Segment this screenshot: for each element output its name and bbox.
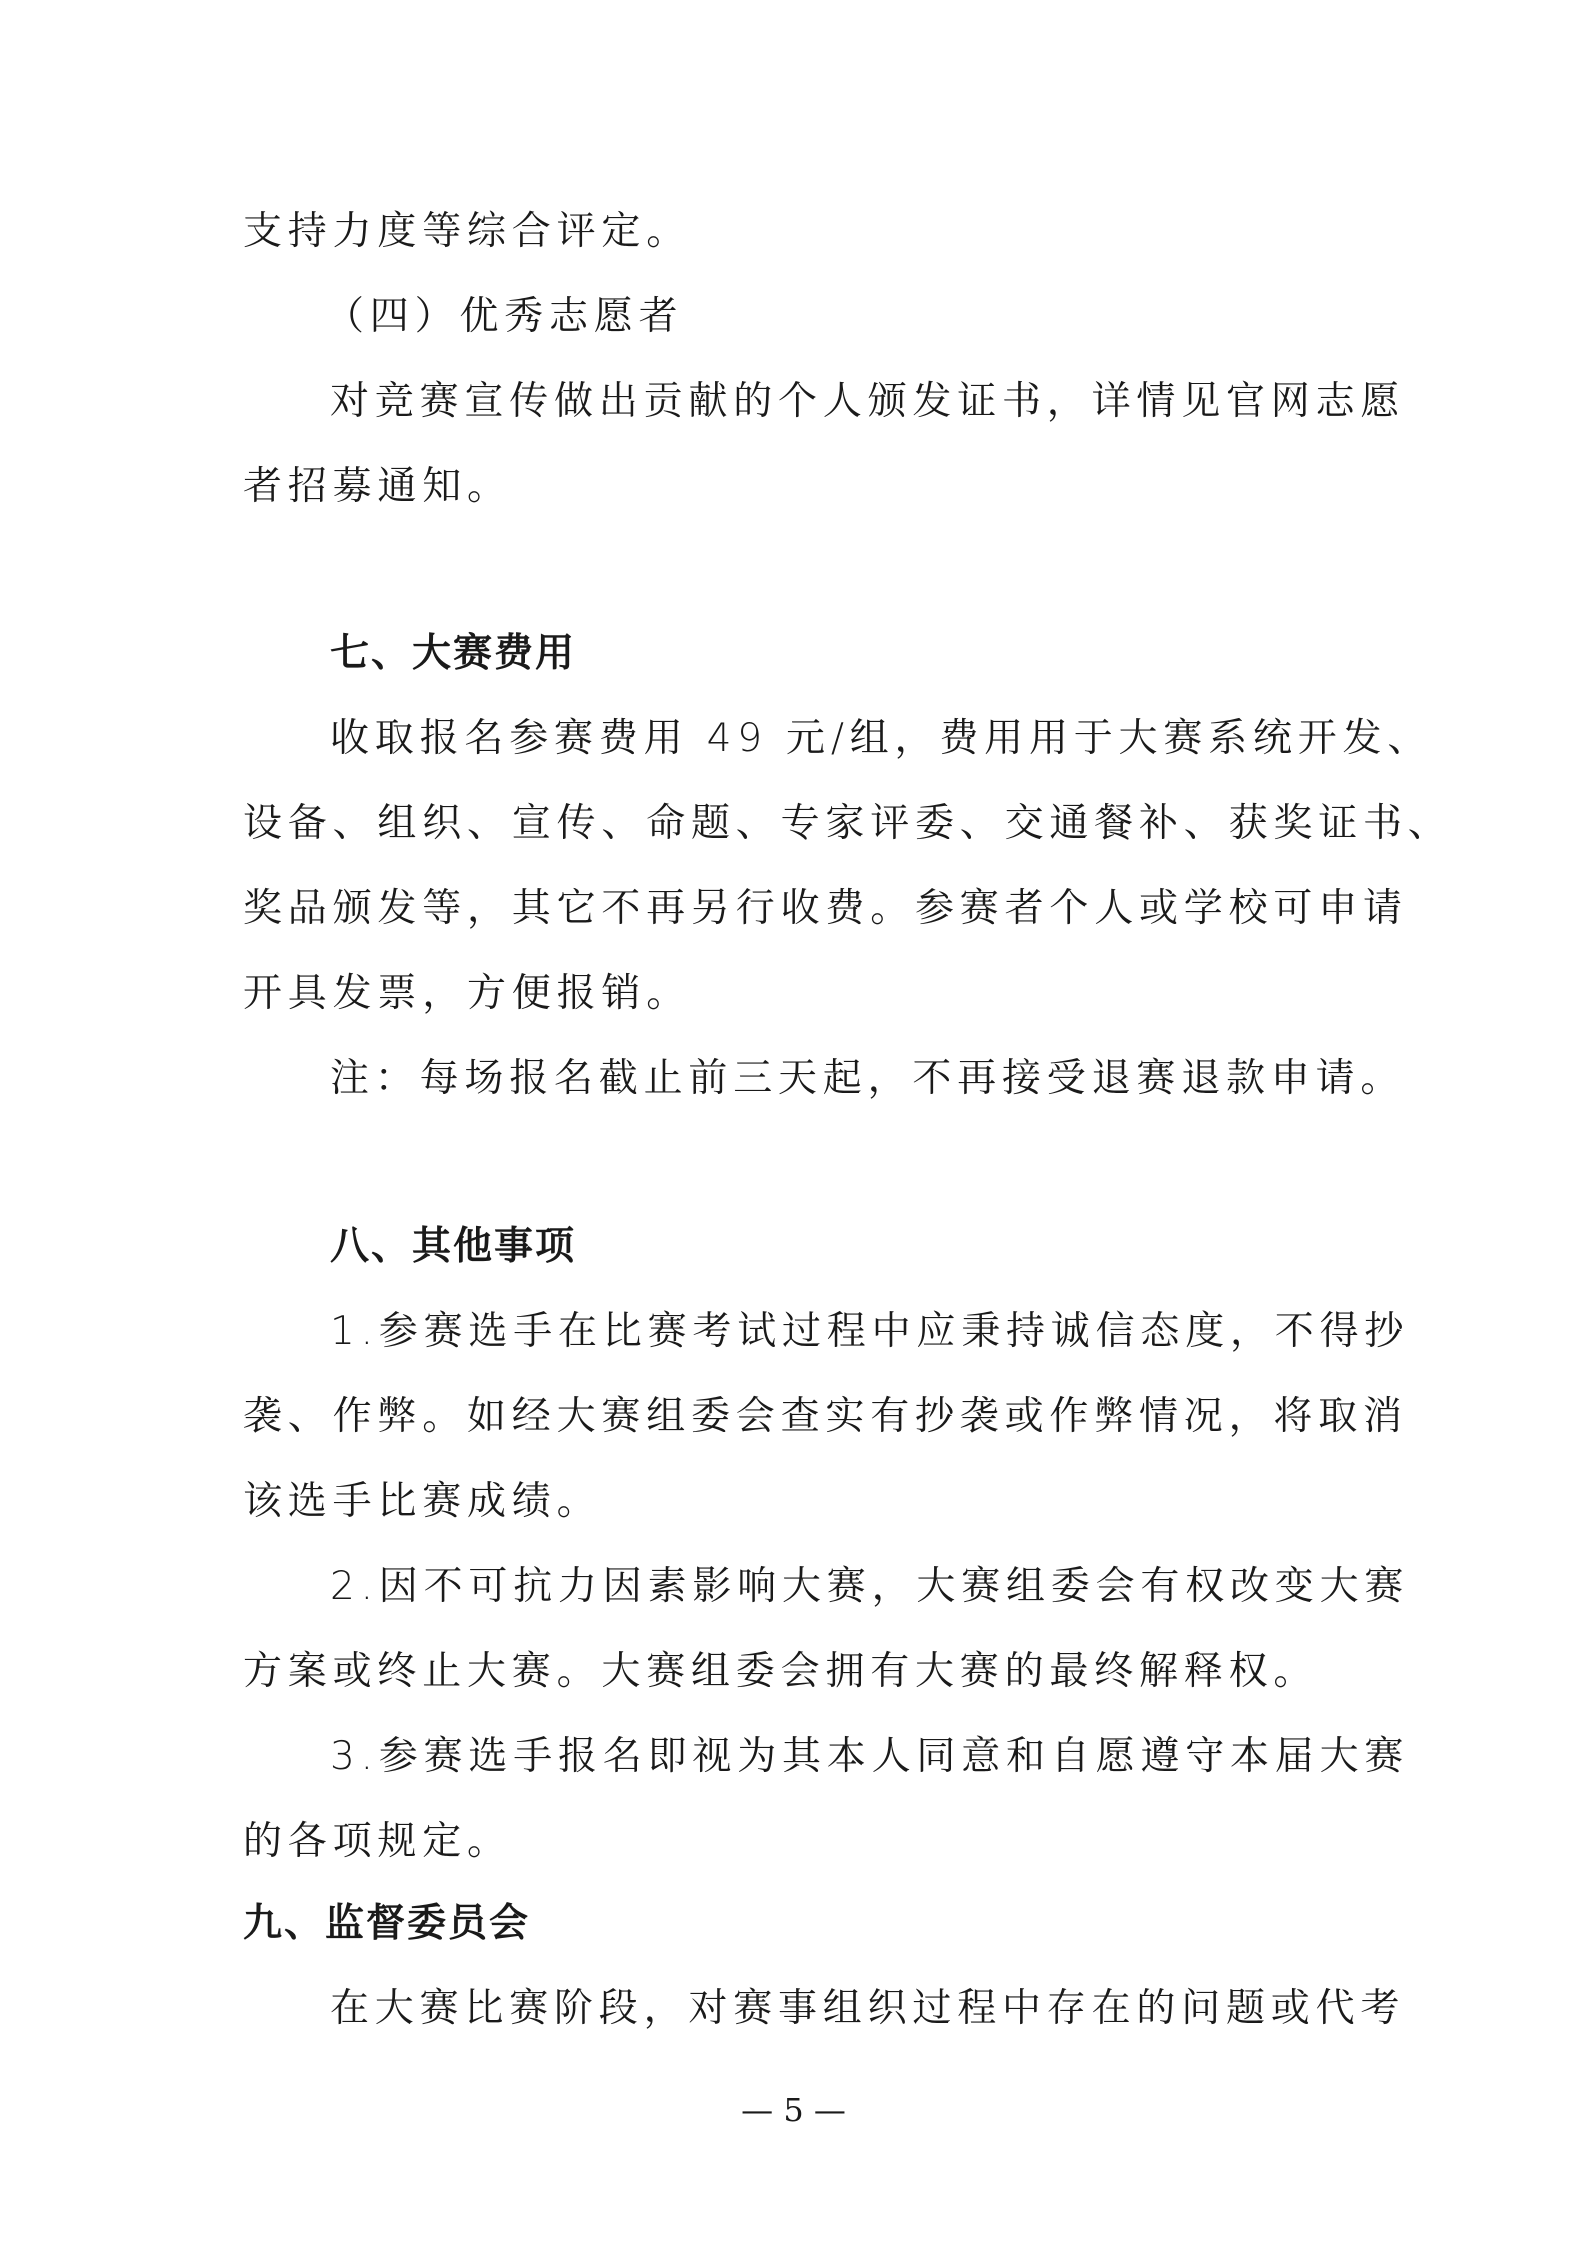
- text-line: 奖品颁发等，其它不再另行收费。参赛者个人或学校可申请: [243, 886, 1408, 931]
- text-line: 2.因不可抗力因素影响大赛，大赛组委会有权改变大赛: [330, 1564, 1410, 1609]
- text-line: 支持力度等综合评定。: [243, 209, 692, 254]
- section-heading-supervision: 九、监督委员会: [243, 1901, 531, 1946]
- text-line: 3.参赛选手报名即视为其本人同意和自愿遵守本届大赛: [330, 1734, 1410, 1779]
- section-heading-other: 八、其他事项: [330, 1224, 577, 1269]
- text-line: 者招募通知。: [243, 464, 512, 509]
- text-line: 开具发票，方便报销。: [243, 971, 692, 1016]
- note-line: 注：每场报名截止前三天起，不再接受退赛退款申请。: [330, 1056, 1406, 1101]
- text-line: 袭、作弊。如经大赛组委会查实有抄袭或作弊情况，将取消: [243, 1394, 1408, 1439]
- text-line: 该选手比赛成绩。: [243, 1479, 602, 1524]
- text-line: 方案或终止大赛。大赛组委会拥有大赛的最终解释权。: [243, 1649, 1319, 1694]
- text-line: 设备、组织、宣传、命题、专家评委、交通餐补、获奖证书、: [243, 801, 1453, 846]
- text-line: 对竞赛宣传做出贡献的个人颁发证书，详情见官网志愿: [330, 379, 1406, 424]
- page-number: — 5 —: [741, 2091, 846, 2129]
- text-line: 收取报名参赛费用 49 元/组，费用用于大赛系统开发、: [330, 716, 1433, 761]
- text-line: 1.参赛选手在比赛考试过程中应秉持诚信态度，不得抄: [330, 1309, 1410, 1354]
- section-heading-fees: 七、大赛费用: [330, 631, 577, 676]
- text-line: 的各项规定。: [243, 1819, 512, 1864]
- text-line: 在大赛比赛阶段，对赛事组织过程中存在的问题或代考: [330, 1986, 1406, 2031]
- subheading-volunteer: （四）优秀志愿者: [325, 294, 684, 339]
